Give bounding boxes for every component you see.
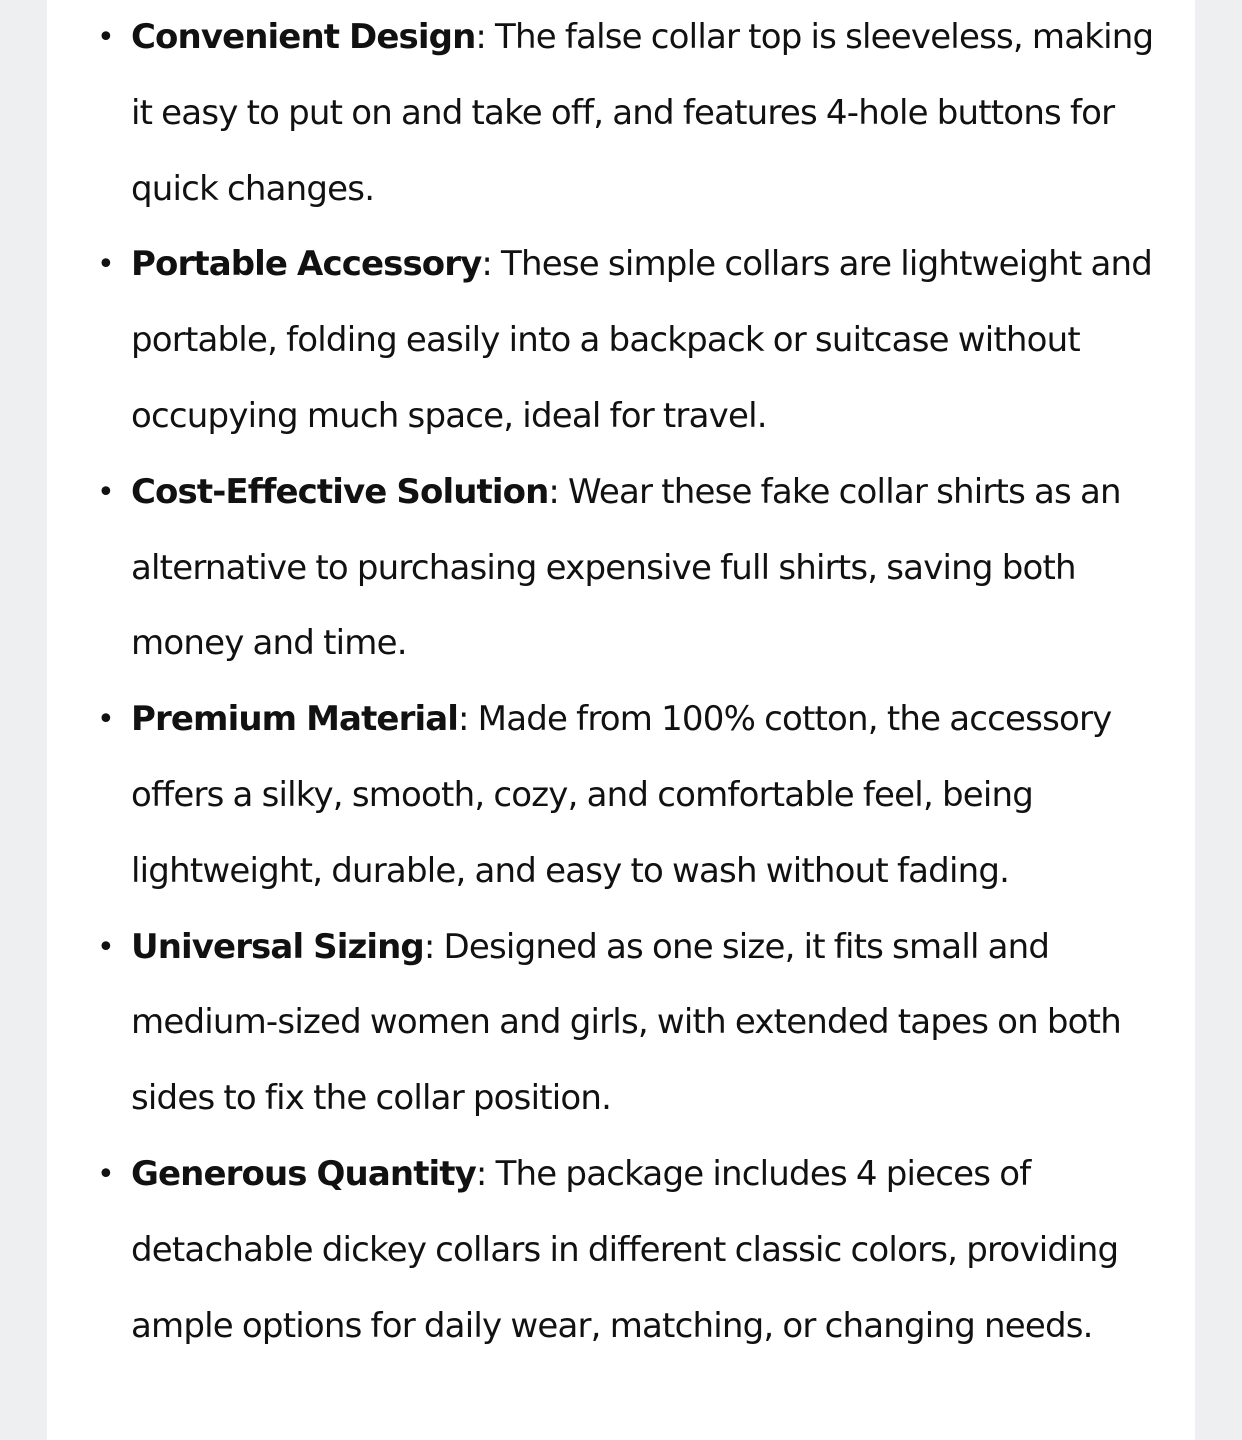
feature-separator: :: [548, 471, 560, 512]
bullet-icon: •: [97, 20, 114, 55]
feature-text: Designed as one size, it fits small and medium-sized women and girls, with extended tapes on both sides to fix the collar position.: [131, 926, 1121, 1119]
feature-item-premium-material: [97, 682, 1171, 909]
feature-text: These simple collars are lightweight and portable, folding easily into a backpack or suitcase without occupying much space, ideal for travel.: [131, 244, 1153, 436]
feature-title: Portable Accessory: [131, 244, 482, 285]
feature-separator: :: [481, 244, 493, 285]
feature-title: Generous Quantity: [131, 1153, 476, 1194]
feature-title: Universal Sizing: [131, 926, 424, 967]
product-description-panel: [47, 0, 1195, 1440]
feature-title: Cost-Effective Solution: [131, 471, 549, 512]
feature-item-generous-quantity: [97, 1137, 1171, 1364]
feature-separator: :: [458, 699, 469, 740]
feature-item-universal-sizing: [97, 910, 1171, 1137]
feature-item-cost-effective-solution: [97, 455, 1171, 682]
feature-separator: :: [423, 926, 435, 967]
feature-title: Convenient Design: [131, 17, 476, 57]
feature-separator: :: [475, 17, 487, 57]
feature-separator: :: [475, 1153, 487, 1194]
feature-text: Made from 100% cotton, the accessory offers a silky, smooth, cozy, and comfortable feel, being lightweight, durable, and easy to wash without fading.: [131, 699, 1112, 891]
feature-item-portable-accessory: [97, 227, 1171, 454]
bullet-icon: •: [97, 702, 114, 738]
feature-item-convenient-design: [97, 0, 1171, 227]
feature-list: [97, 0, 1171, 1364]
feature-title: Premium Material: [131, 699, 459, 740]
feature-text: Wear these fake collar shirts as an alternative to purchasing expensive full shirts, saving both money and time.: [131, 471, 1121, 664]
feature-text: The false collar top is sleeveless, making it easy to put on and take off, and features 4-hole buttons for quick changes.: [131, 17, 1154, 209]
bullet-icon: •: [97, 474, 114, 510]
feature-text: The package includes 4 pieces of detachable dickey collars in different classic colors, providing ample options for daily wear, matching, or changing needs.: [131, 1153, 1119, 1346]
bullet-icon: •: [97, 929, 114, 965]
bullet-icon: •: [97, 247, 114, 283]
bullet-icon: •: [97, 1156, 114, 1192]
